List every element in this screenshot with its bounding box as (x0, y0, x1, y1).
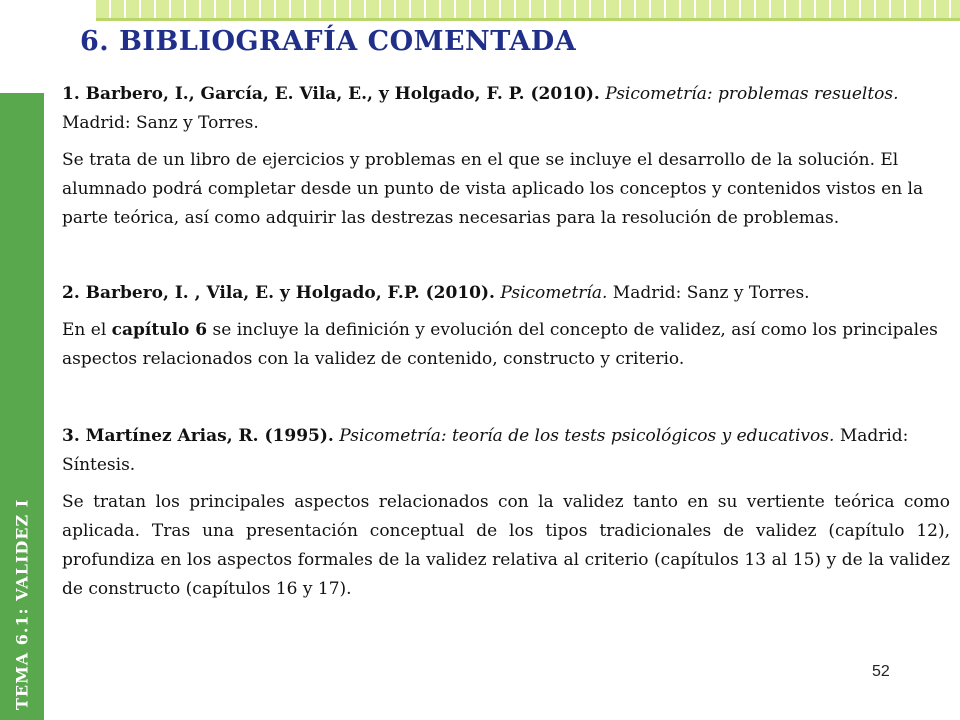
description-lead: En el (62, 320, 107, 340)
bibliography-list (62, 80, 950, 638)
reference-title: Psicometría: teoría de los tests psicológicos y educativos. (339, 426, 835, 446)
side-label: TEMA 6.1: VALIDEZ I (12, 498, 32, 710)
bibliography-entry-1 (62, 80, 950, 233)
description-highlight: capítulo 6 (111, 320, 208, 340)
bibliography-entry-2 (62, 279, 950, 374)
reference-citation (62, 80, 950, 138)
reference-authors: 2. Barbero, I. , Vila, E. y Holgado, F.P. (2010). (62, 283, 495, 303)
reference-description (62, 316, 950, 374)
page-title: 6. BIBLIOGRAFÍA COMENTADA (80, 26, 577, 57)
reference-authors: 1. Barbero, I., García, E. Vila, E., y Holgado, F. P. (2010). (62, 84, 600, 104)
reference-citation (62, 279, 950, 308)
reference-title: Psicometría. (500, 283, 608, 303)
reference-description: Se trata de un libro de ejercicios y problemas en el que se incluye el desarrollo de la solución. El alumnado podrá completar desde un punto de vista aplicado los conceptos y contenidos vistos en la parte teórica, así como adquirir las destrezas necesarias para la resolución de problemas. (62, 150, 924, 228)
page-number: 52 (872, 663, 890, 680)
reference-citation (62, 422, 950, 480)
reference-publisher: Madrid: Síntesis. (62, 426, 909, 475)
reference-description: Se tratan los principales aspectos relacionados con la validez tanto en su vertiente teórica como aplicada. Tras una presentación conceptual de los tipos tradicionales de validez (capítulo 12), profundiza en los aspectos formales de la validez relativa al criterio (capítulos 13 al 15) y de la validez de constructo (capítulos 16 y 17). (62, 492, 950, 599)
reference-authors: 3. Martínez Arias, R. (1995). (62, 426, 334, 446)
description-rest: se incluye la definición y evolución del concepto de validez, así como los principales aspectos relacionados con la validez de contenido, constructo y criterio. (62, 320, 938, 369)
reference-publisher: Madrid: Sanz y Torres. (62, 113, 259, 133)
bibliography-entry-3 (62, 422, 950, 604)
top-decorative-rule (96, 0, 960, 20)
reference-title: Psicometría: problemas resueltos. (605, 84, 899, 104)
reference-publisher: Madrid: Sanz y Torres. (612, 283, 810, 303)
top-rule-underline (96, 18, 960, 21)
